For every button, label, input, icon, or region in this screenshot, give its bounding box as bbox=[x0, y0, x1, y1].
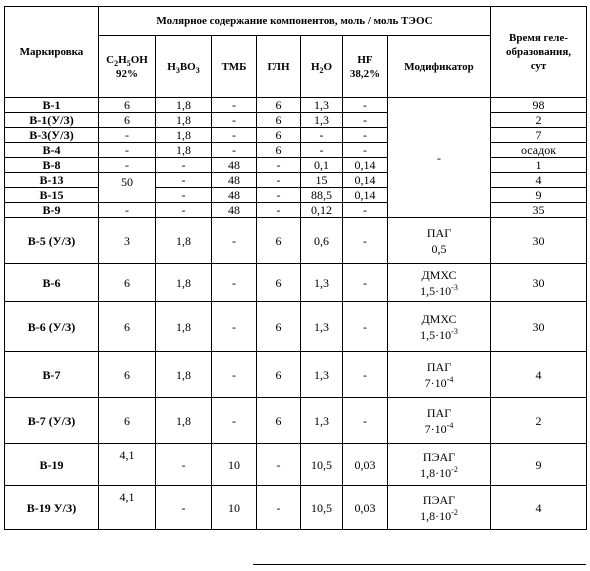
gln-cell: 6 bbox=[257, 302, 301, 352]
ethanol-cell: 4,1 bbox=[99, 486, 156, 530]
table-row bbox=[5, 264, 587, 302]
boric-acid-cell: - bbox=[156, 173, 212, 188]
boric-acid-cell: - bbox=[156, 158, 212, 173]
modifier-amount bbox=[388, 508, 490, 524]
tmb-cell: - bbox=[212, 398, 257, 444]
gelation-time-cell: 35 bbox=[491, 203, 587, 218]
table-row bbox=[5, 188, 587, 203]
table-row bbox=[5, 143, 587, 158]
table-row bbox=[5, 173, 587, 188]
gln-cell: 6 bbox=[257, 98, 301, 113]
tmb-cell: 48 bbox=[212, 158, 257, 173]
tmb-cell: 10 bbox=[212, 444, 257, 486]
modifier-name: ПАГ bbox=[426, 405, 452, 420]
modifier-amount-base: 1,8·10 bbox=[420, 465, 452, 480]
ethanol-header: $C_2H_5OH$ 92% bbox=[99, 36, 156, 98]
modifier-name: ПЭАГ bbox=[422, 449, 456, 464]
table-row bbox=[5, 113, 587, 128]
modifier-amount-base: 7·10 bbox=[424, 421, 447, 436]
tmb-cell: 10 bbox=[212, 486, 257, 530]
water-cell: 0,6 bbox=[301, 218, 343, 264]
gelation-time-cell: 2 bbox=[491, 398, 587, 444]
gelation-time-header: Время геле-образования, сут bbox=[491, 7, 587, 98]
tmb-cell: 48 bbox=[212, 188, 257, 203]
ethanol-cell: - bbox=[99, 128, 156, 143]
modifier-cell bbox=[388, 352, 491, 398]
molar-content-header: Молярное содержание компонентов, моль / моль ТЭОС bbox=[99, 7, 491, 36]
ethanol-cell: 4,1 bbox=[99, 444, 156, 486]
tmb-cell: - bbox=[212, 218, 257, 264]
hf-cell: - bbox=[343, 264, 388, 302]
sample-code: В-5 (У/З) bbox=[5, 218, 99, 264]
water-cell: 88,5 bbox=[301, 188, 343, 203]
hf-cell: 0,14 bbox=[343, 173, 388, 188]
water-cell: 15 bbox=[301, 173, 343, 188]
table-row bbox=[5, 128, 587, 143]
hf-cell: 0,14 bbox=[343, 188, 388, 203]
tmb-cell: - bbox=[212, 143, 257, 158]
hf-cell: 0,14 bbox=[343, 158, 388, 173]
gln-cell: 6 bbox=[257, 218, 301, 264]
ethanol-cell: 50 bbox=[99, 173, 156, 203]
modifier-amount-exponent: -2 bbox=[451, 507, 458, 517]
water-cell: - bbox=[301, 143, 343, 158]
table-row bbox=[5, 302, 587, 352]
water-cell: 1,3 bbox=[301, 264, 343, 302]
gelation-time-cell: осадок bbox=[491, 143, 587, 158]
tmb-cell: 48 bbox=[212, 203, 257, 218]
boric-acid-cell: 1,8 bbox=[156, 302, 212, 352]
hf-cell: - bbox=[343, 352, 388, 398]
sample-code: В-8 bbox=[5, 158, 99, 173]
ethanol-cell: - bbox=[99, 158, 156, 173]
hf-cell: - bbox=[343, 143, 388, 158]
ethanol-cell: - bbox=[99, 203, 156, 218]
water-cell: 1,3 bbox=[301, 113, 343, 128]
gln-cell: 6 bbox=[257, 128, 301, 143]
modifier-amount-base: 1,5·10 bbox=[420, 327, 452, 342]
tmb-cell: - bbox=[212, 352, 257, 398]
gln-cell: 6 bbox=[257, 113, 301, 128]
modifier-name: ДМХС bbox=[421, 311, 457, 326]
modifier-name: ПЭАГ bbox=[422, 492, 456, 507]
modifier-cell bbox=[388, 486, 491, 530]
water-cell: 1,3 bbox=[301, 352, 343, 398]
water-header: $H_2O$ bbox=[301, 36, 343, 98]
boric-acid-cell: 1,8 bbox=[156, 218, 212, 264]
water-cell: 0,12 bbox=[301, 203, 343, 218]
sample-code: В-7 (У/З) bbox=[5, 398, 99, 444]
gelation-time-cell: 30 bbox=[491, 302, 587, 352]
boric-acid-cell: - bbox=[156, 444, 212, 486]
boric-acid-cell: 1,8 bbox=[156, 143, 212, 158]
table-row bbox=[5, 158, 587, 173]
tmb-header: ТМБ bbox=[212, 36, 257, 98]
gelation-time-cell: 30 bbox=[491, 218, 587, 264]
gelation-time-cell: 4 bbox=[491, 352, 587, 398]
gln-cell: 6 bbox=[257, 143, 301, 158]
boric-acid-cell: - bbox=[156, 188, 212, 203]
sample-code: В-19 У/З) bbox=[5, 486, 99, 530]
hf-cell: - bbox=[343, 98, 388, 113]
gln-cell: 6 bbox=[257, 352, 301, 398]
gln-cell: - bbox=[257, 203, 301, 218]
gln-cell: - bbox=[257, 188, 301, 203]
hf-cell: 0,03 bbox=[343, 486, 388, 530]
boric-acid-cell: 1,8 bbox=[156, 113, 212, 128]
hf-cell: - bbox=[343, 398, 388, 444]
table-row bbox=[5, 398, 587, 444]
modifier-amount-base: 1,5·10 bbox=[420, 283, 452, 298]
water-cell: 1,3 bbox=[301, 398, 343, 444]
ethanol-cell: 6 bbox=[99, 98, 156, 113]
modifier-name: ПАГ bbox=[426, 225, 452, 240]
modifier-merged-cell: - bbox=[388, 98, 491, 218]
boric-acid-cell: 1,8 bbox=[156, 128, 212, 143]
sample-code: В-9 bbox=[5, 203, 99, 218]
modifier-cell bbox=[388, 264, 491, 302]
gln-header: ГЛН bbox=[257, 36, 301, 98]
boric-acid-cell: 1,8 bbox=[156, 264, 212, 302]
boric-acid-header: $H_3BO_3$ bbox=[156, 36, 212, 98]
table-row bbox=[5, 98, 587, 113]
ethanol-cell: 6 bbox=[99, 113, 156, 128]
modifier-amount bbox=[388, 375, 490, 391]
table-row bbox=[5, 486, 587, 530]
water-cell: 1,3 bbox=[301, 302, 343, 352]
gln-cell: - bbox=[257, 486, 301, 530]
modifier-amount bbox=[388, 283, 490, 299]
hf-header: HF 38,2% bbox=[343, 36, 388, 98]
water-cell: 1,3 bbox=[301, 98, 343, 113]
tmb-cell: - bbox=[212, 98, 257, 113]
hf-cell: - bbox=[343, 218, 388, 264]
gelation-time-cell: 98 bbox=[491, 98, 587, 113]
hf-cell: 0,03 bbox=[343, 444, 388, 486]
table-row bbox=[5, 218, 587, 264]
modifier-cell bbox=[388, 398, 491, 444]
gln-cell: - bbox=[257, 173, 301, 188]
table-footer-line bbox=[253, 564, 586, 565]
tmb-cell: - bbox=[212, 128, 257, 143]
tmb-cell: - bbox=[212, 113, 257, 128]
hf-cell: - bbox=[343, 113, 388, 128]
gelation-time-cell: 2 bbox=[491, 113, 587, 128]
table-row bbox=[5, 444, 587, 486]
boric-acid-cell: 1,8 bbox=[156, 352, 212, 398]
boric-acid-cell: - bbox=[156, 486, 212, 530]
water-cell: - bbox=[301, 128, 343, 143]
water-cell: 10,5 bbox=[301, 486, 343, 530]
sample-code: В-1 bbox=[5, 98, 99, 113]
modifier-amount bbox=[388, 421, 490, 437]
water-cell: 10,5 bbox=[301, 444, 343, 486]
boric-acid-cell: 1,8 bbox=[156, 398, 212, 444]
modifier-name: ДМХС bbox=[421, 267, 457, 282]
gln-cell: - bbox=[257, 444, 301, 486]
sample-code: В-15 bbox=[5, 188, 99, 203]
modifier-amount-exponent: -3 bbox=[451, 282, 458, 292]
tmb-cell: - bbox=[212, 264, 257, 302]
gln-cell: 6 bbox=[257, 264, 301, 302]
sample-code: В-3(У/З) bbox=[5, 128, 99, 143]
modifier-amount bbox=[388, 465, 490, 481]
boric-acid-cell: - bbox=[156, 203, 212, 218]
gelation-time-cell: 30 bbox=[491, 264, 587, 302]
sample-code: В-4 bbox=[5, 143, 99, 158]
ethanol-cell: 3 bbox=[99, 218, 156, 264]
sample-code: В-1(У/З) bbox=[5, 113, 99, 128]
ethanol-cell: 6 bbox=[99, 264, 156, 302]
modifier-amount-exponent: -4 bbox=[446, 374, 454, 384]
tmb-cell: - bbox=[212, 302, 257, 352]
sample-code: В-6 bbox=[5, 264, 99, 302]
ethanol-cell: - bbox=[99, 143, 156, 158]
table-row bbox=[5, 352, 587, 398]
gln-cell: 6 bbox=[257, 398, 301, 444]
modifier-amount-exponent: -2 bbox=[451, 464, 458, 474]
marking-header: Маркировка bbox=[5, 7, 99, 98]
modifier-header: Модификатор bbox=[388, 36, 491, 98]
hf-cell: - bbox=[343, 128, 388, 143]
hf-cell: - bbox=[343, 302, 388, 352]
tmb-cell: 48 bbox=[212, 173, 257, 188]
modifier-amount-base: 0,5 bbox=[431, 241, 447, 256]
gelation-time-cell: 4 bbox=[491, 173, 587, 188]
composition-table bbox=[4, 6, 587, 530]
sample-code: В-7 bbox=[5, 352, 99, 398]
table-row bbox=[5, 203, 587, 218]
gelation-time-cell: 1 bbox=[491, 158, 587, 173]
hf-cell: - bbox=[343, 203, 388, 218]
sample-code: В-13 bbox=[5, 173, 99, 188]
modifier-amount-exponent: -3 bbox=[451, 326, 458, 336]
modifier-amount-base: 1,8·10 bbox=[420, 508, 452, 523]
modifier-amount bbox=[388, 327, 490, 343]
ethanol-cell: 6 bbox=[99, 352, 156, 398]
modifier-cell bbox=[388, 218, 491, 264]
gln-cell: - bbox=[257, 158, 301, 173]
modifier-cell bbox=[388, 302, 491, 352]
gelation-time-cell: 4 bbox=[491, 486, 587, 530]
ethanol-cell: 6 bbox=[99, 398, 156, 444]
water-cell: 0,1 bbox=[301, 158, 343, 173]
gelation-time-cell: 7 bbox=[491, 128, 587, 143]
sample-code: В-19 bbox=[5, 444, 99, 486]
sample-code: В-6 (У/З) bbox=[5, 302, 99, 352]
boric-acid-cell: 1,8 bbox=[156, 98, 212, 113]
ethanol-cell: 6 bbox=[99, 302, 156, 352]
modifier-amount bbox=[388, 241, 490, 257]
modifier-cell bbox=[388, 444, 491, 486]
modifier-amount-base: 7·10 bbox=[424, 375, 447, 390]
gelation-time-cell: 9 bbox=[491, 188, 587, 203]
modifier-name: ПАГ bbox=[426, 359, 452, 374]
modifier-amount-exponent: -4 bbox=[446, 420, 454, 430]
gelation-time-cell: 9 bbox=[491, 444, 587, 486]
